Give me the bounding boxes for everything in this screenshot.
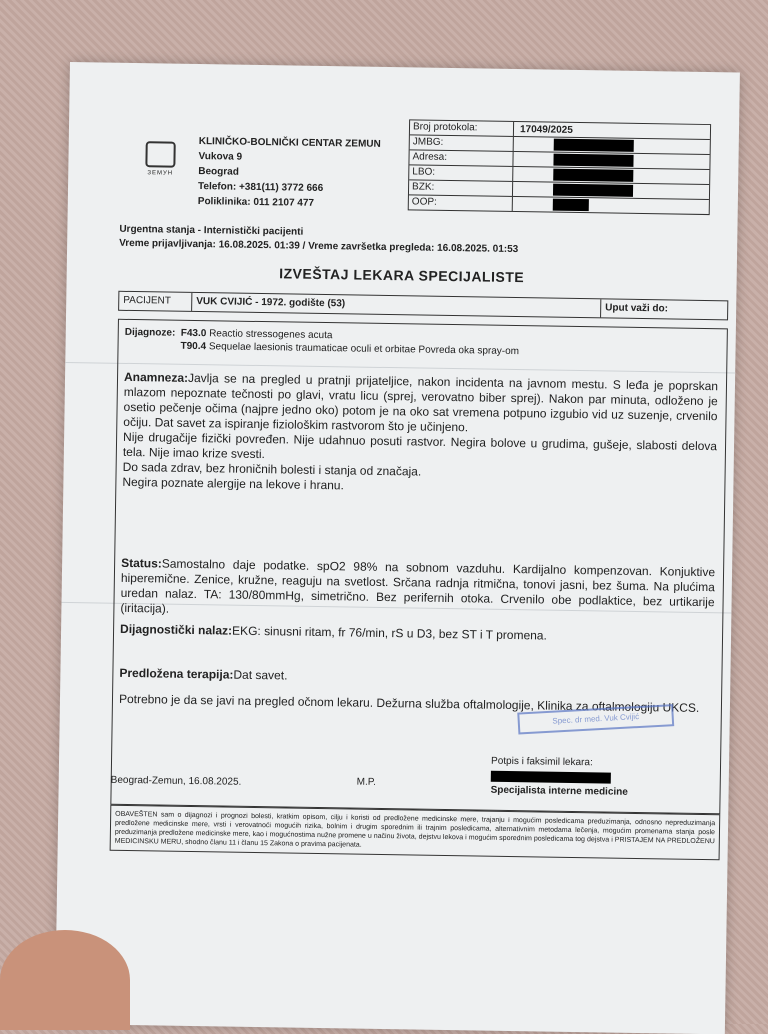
mp-label: M.P.	[356, 776, 377, 788]
hospital-emblem-icon	[145, 141, 175, 167]
protocol-label: BZK:	[409, 180, 513, 196]
hospital-phone: Telefon: +381(11) 3772 666	[197, 181, 324, 194]
hospital-logo	[130, 141, 191, 192]
diagnosis-text: Reactio stressogenes acuta	[209, 328, 333, 342]
redaction-bar	[553, 154, 633, 167]
document-title: IZVEŠTAJ LEKARA SPECIJALISTE	[279, 265, 525, 286]
therapy-text: Dat savet.	[233, 667, 288, 683]
protocol-label: JMBG:	[410, 135, 514, 151]
redaction-bar	[491, 771, 611, 784]
consent-notice: OBAVEŠTEN sam o dijagnozi i prognozi bolesti, kratkim opisom, cilju i koristi od predložene medicinske mere, trajanju i mogućim posledicama preduzimanja, odnosno nepreduzimanja predložene medicinske mere, vrsti i verovatnoći mogućih rizika, bolnim i drugim sporednim ili trajnim posledicama, alternativnim metodama lečenja, mogućim promenama stanja posle preduzimanja predložene medicinske mere, kao i mogućnostima nužne promene u načinu života, dejstvu lekova i mogućim sporednim posledicama tog dejstva i PRISTAJEM NA PREDLOŽENU MEDICINSKU MERU, shodno članu 11 i članu 15 Zakona o pravima pacijenata.	[110, 805, 721, 861]
protocol-label: OOP:	[409, 195, 513, 211]
finger-holding-paper	[0, 930, 130, 1030]
diagnostic-section	[120, 622, 714, 646]
anamnesis-line: Do sada zdrav, bez hroničnih bolesti i stanja od značaja.	[122, 459, 422, 479]
protocol-table	[408, 119, 711, 215]
redaction-bar	[553, 184, 633, 197]
redaction-bar	[553, 169, 633, 182]
status-section	[120, 556, 715, 625]
report-body	[110, 319, 728, 815]
hospital-header	[198, 134, 381, 212]
status-text: Samostalno daje podatke. spO2 98% na sobnom vazduhu. Kardijalno kompenzovan. Konjuktive hiperemične. Zenice, kružne, reaguju na svetlost. Srčana radnja ritmična, tonovi jasni, bez šuma. Na plućima uredan nalaz. TA: 130/80mmHg, simetrično. Bez perifernih otoka. Crvenilo obe podlaktice, bez urtikarije (iritacija).	[120, 556, 716, 616]
diagnostic-text: EKG: sinusni ritam, fr 76/min, rS u D3, bez ST i T promena.	[232, 623, 547, 643]
anamnesis-label: Anamneza:	[123, 369, 189, 385]
therapy-section	[119, 666, 713, 690]
signature-label: Potpis i faksimil lekara:	[490, 755, 593, 769]
protocol-label: Adresa:	[409, 150, 513, 166]
diagnoses-label: Dijagnoze:	[124, 326, 176, 339]
hospital-street: Vukova 9	[198, 151, 243, 163]
diagnosis-text: Sequelae laesionis traumaticae oculi et orbitae Povreda oka spray-om	[208, 341, 520, 358]
anamnesis-text: Javlja se na pregled u pratnji prijateljice, nakon incidenta na javnom mestu. S leđa je poprskan mlazom nepoznate tečnosti po glavi, vratu licu (sprej, verovatno biber sprej). Nakon par minuta, odloženo je osetio pečenje očima (najpre jedno oko) potom je na oko sat vremena potpuno izgubio vid uz suzenje, crvenilo očiju. Dat savet za ispiranje fiziološkim rastvorom što je učinjeno.	[123, 370, 719, 435]
medical-report-paper	[55, 62, 740, 1034]
protocol-number: 17049/2025	[519, 123, 573, 136]
redaction-bar	[554, 139, 634, 152]
redaction-bar	[553, 199, 589, 212]
signature-block	[490, 755, 628, 800]
logo-text: ЗЕМУН	[147, 170, 174, 177]
diagnostic-label: Dijagnostički nalaz:	[119, 621, 233, 638]
department-line: Urgentna stanja - Internistički pacijenti	[119, 223, 304, 238]
patient-name: VUK CVIJIĆ - 1972. godište (53)	[196, 296, 346, 310]
hospital-polyclinic: Poliklinika: 011 2107 477	[197, 196, 315, 209]
diagnoses-block	[124, 326, 519, 358]
anamnesis-line: Negira poznate alergije na lekove i hranu.	[122, 474, 344, 493]
protocol-label: LBO:	[409, 165, 513, 181]
therapy-label: Predložena terapija:	[119, 665, 234, 682]
specialist-label: Specijalista interne medicine	[490, 784, 628, 798]
hospital-city: Beograd	[198, 166, 239, 178]
hospital-name: KLINIČKO-BOLNIČKI CENTAR ZEMUN	[198, 136, 381, 150]
diagnosis-code: T90.4	[180, 340, 207, 353]
visit-times-line: Vreme prijavljivanja: 16.08.2025. 01:39 / Vreme završetka pregleda: 16.08.2025. 01:53	[119, 237, 519, 256]
protocol-label: Broj protokola:	[410, 120, 514, 136]
patient-row	[118, 291, 728, 321]
diagnosis-code: F43.0	[180, 327, 207, 340]
visit-meta	[119, 223, 519, 257]
status-label: Status:	[121, 555, 162, 571]
anamnesis-line: Nije drugačije fizički povređen. Nije udahnuo posuti rastvor. Negira bolove u grudima, gušeje, slabosti delova tela. Nije imao krize svesti.	[122, 429, 718, 462]
anamnesis-section	[122, 370, 718, 499]
followup-text: Potrebno je da se javi na pregled očnom lekaru. Dežurna služba oftalmologije, Klinika za oftalmologiju UKCS.	[118, 691, 700, 715]
place-date: Beograd-Zemun, 16.08.2025.	[110, 774, 242, 788]
referral-valid-label: Uput važi do:	[600, 299, 727, 319]
patient-label: PACIJENT	[119, 292, 192, 311]
doctor-stamp: Spec. dr med. Vuk Cvijić	[517, 704, 674, 734]
